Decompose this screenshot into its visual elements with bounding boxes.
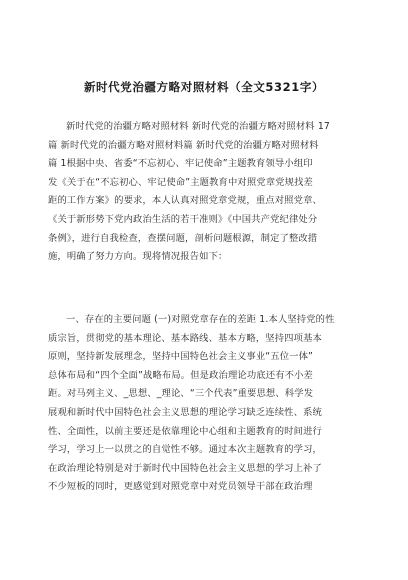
text-line: 施，明确了努力方向。现将情况报告如下： (48, 251, 228, 263)
text-line: 距。对马列主义、_思想、_理论、“三个代表”重要思想、科学发 (48, 388, 314, 400)
text-line: 篇 1根据中央、省委“不忘初心、牢记使命”主题教育领导小组印 (48, 158, 313, 170)
text-line: 不少短板的同时，更感觉到对照党章中对党员领导干部在政治理 (48, 481, 313, 493)
document-title: 新时代党治疆方略对照材料（全文5321字） (83, 80, 325, 94)
text-line: 总体布局和“四个全面”战略布局。但是政治理论功底还有不小差 (48, 369, 313, 381)
text-line: 学习，学习上一以贯之的自觉性不够。通过本次主题教育的学习， (48, 444, 322, 456)
text-line: 展观和新时代中国特色社会主义思想的理论学习缺乏连续性、系统 (48, 406, 322, 418)
text-line: 新时代党的治疆方略对照材料 新时代党的治疆方略对照材料 17 (66, 121, 330, 132)
text-line: 原则，坚持新发展理念，坚持中国特色社会主义事业“五位一体” (48, 351, 313, 363)
text-line: 一、存在的主要问题 (一)对照党章存在的差距 1.本人坚持党的性 (66, 314, 335, 325)
text-line: 在政治理论特别是对于新时代中国特色社会主义思想的学习上补了 (48, 462, 322, 474)
text-line: 《关于新形势下党内政治生活的若干准则》《中国共产党纪律处分 (48, 213, 318, 225)
text-line: 发《关于在“不忘初心、牢记使命”主题教育中对照党章党规找差 (48, 176, 313, 188)
paragraph-problems (48, 311, 364, 497)
text-line: 条例》，进行自我检查，查摆问题，剖析问题根源，制定了整改措 (48, 232, 318, 244)
text-line: 质宗旨，贯彻党的基本理论、基本路线、基本方略，坚持四项基本 (48, 332, 322, 344)
text-line: 篇 新时代党的治疆方略对照材料篇 新时代党的治疆方略对照材料 (48, 139, 319, 151)
paragraph-intro (48, 118, 364, 267)
text-line: 性、全面性，以前主要还是依靠理论中心组和主题教育的时间进行 (48, 425, 322, 437)
text-line: 距的工作方案》的要求，本人认真对照党章党规，重点对照党章、 (48, 195, 322, 207)
